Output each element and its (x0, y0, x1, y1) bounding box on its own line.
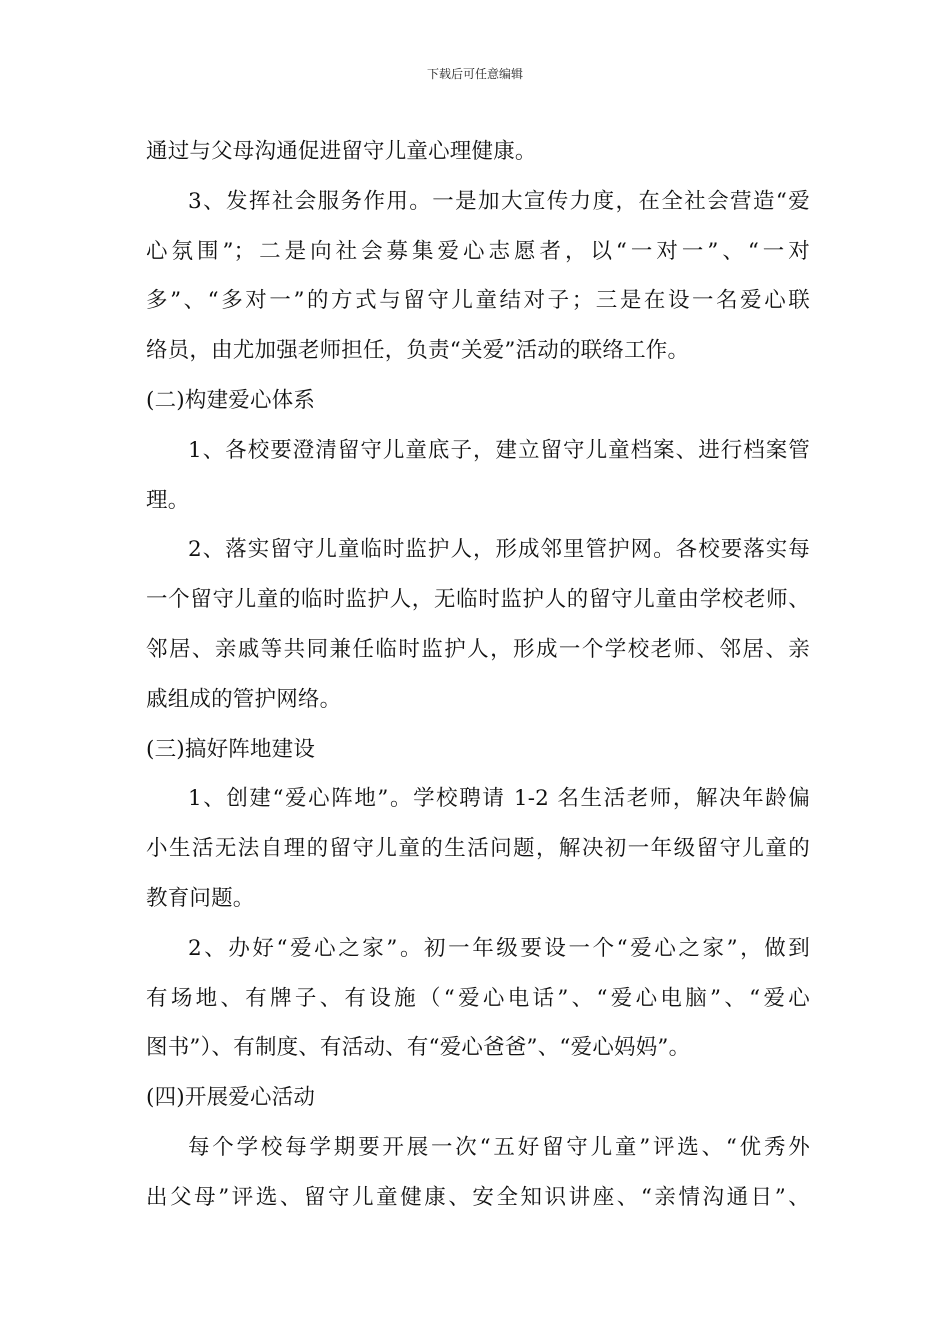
text-line: 1、各校要澄清留守儿童底子，建立留守儿童档案、进行档案管 (188, 437, 810, 463)
text-line: 邻居、亲戚等共同兼任临时监护人，形成一个学校老师、邻居、亲 (146, 636, 810, 662)
text-line: 每个学校每学期要开展一次“五好留守儿童”评选、“优秀外 (188, 1134, 810, 1160)
text-line: 一个留守儿童的临时监护人，无临时监护人的留守儿童由学校老师、 (146, 587, 810, 613)
text-line: (四)开展爱心活动 (146, 1085, 316, 1111)
text-line: 多”、“多对一”的方式与留守儿童结对子；三是在设一名爱心联 (146, 288, 810, 314)
text-line: 小生活无法自理的留守儿童的生活问题，解决初一年级留守儿童的 (146, 836, 810, 862)
text-line: 有场地、有牌子、有设施（“爱心电话”、“爱心电脑”、“爱心 (146, 985, 810, 1011)
text-line: 教育问题。 (146, 885, 255, 911)
text-line: 图书”）、有制度、有活动、有“爱心爸爸”、“爱心妈妈”。 (146, 1035, 691, 1061)
document-body (146, 127, 810, 1223)
text-line: (二)构建爱心体系 (146, 387, 316, 413)
page-header: 下载后可任意编辑 (426, 67, 523, 81)
text-line: 通过与父母沟通促进留守儿童心理健康。 (146, 139, 537, 164)
text-line: 理。 (146, 487, 190, 513)
text-line: 心氛围”；二是向社会募集爱心志愿者，以“一对一”、“一对 (146, 238, 810, 264)
text-line: 3、发挥社会服务作用。一是加大宣传力度，在全社会营造“爱 (188, 188, 810, 214)
text-line: 络员，由尤加强老师担任，负责“关爱”活动的联络工作。 (146, 338, 690, 364)
text-line: 戚组成的管护网络。 (146, 686, 342, 712)
text-line: (三)搞好阵地建设 (146, 736, 316, 762)
text-line: 2、落实留守儿童临时监护人，形成邻里管护网。各校要落实每 (188, 537, 810, 563)
text-line: 2、办好“爱心之家”。初一年级要设一个“爱心之家”，做到 (188, 935, 810, 961)
text-line: 1、创建“爱心阵地”。学校聘请 1-2 名生活老师，解决年龄偏 (188, 786, 810, 812)
text-line: 出父母”评选、留守儿童健康、安全知识讲座、“亲情沟通日”、 (146, 1184, 810, 1210)
